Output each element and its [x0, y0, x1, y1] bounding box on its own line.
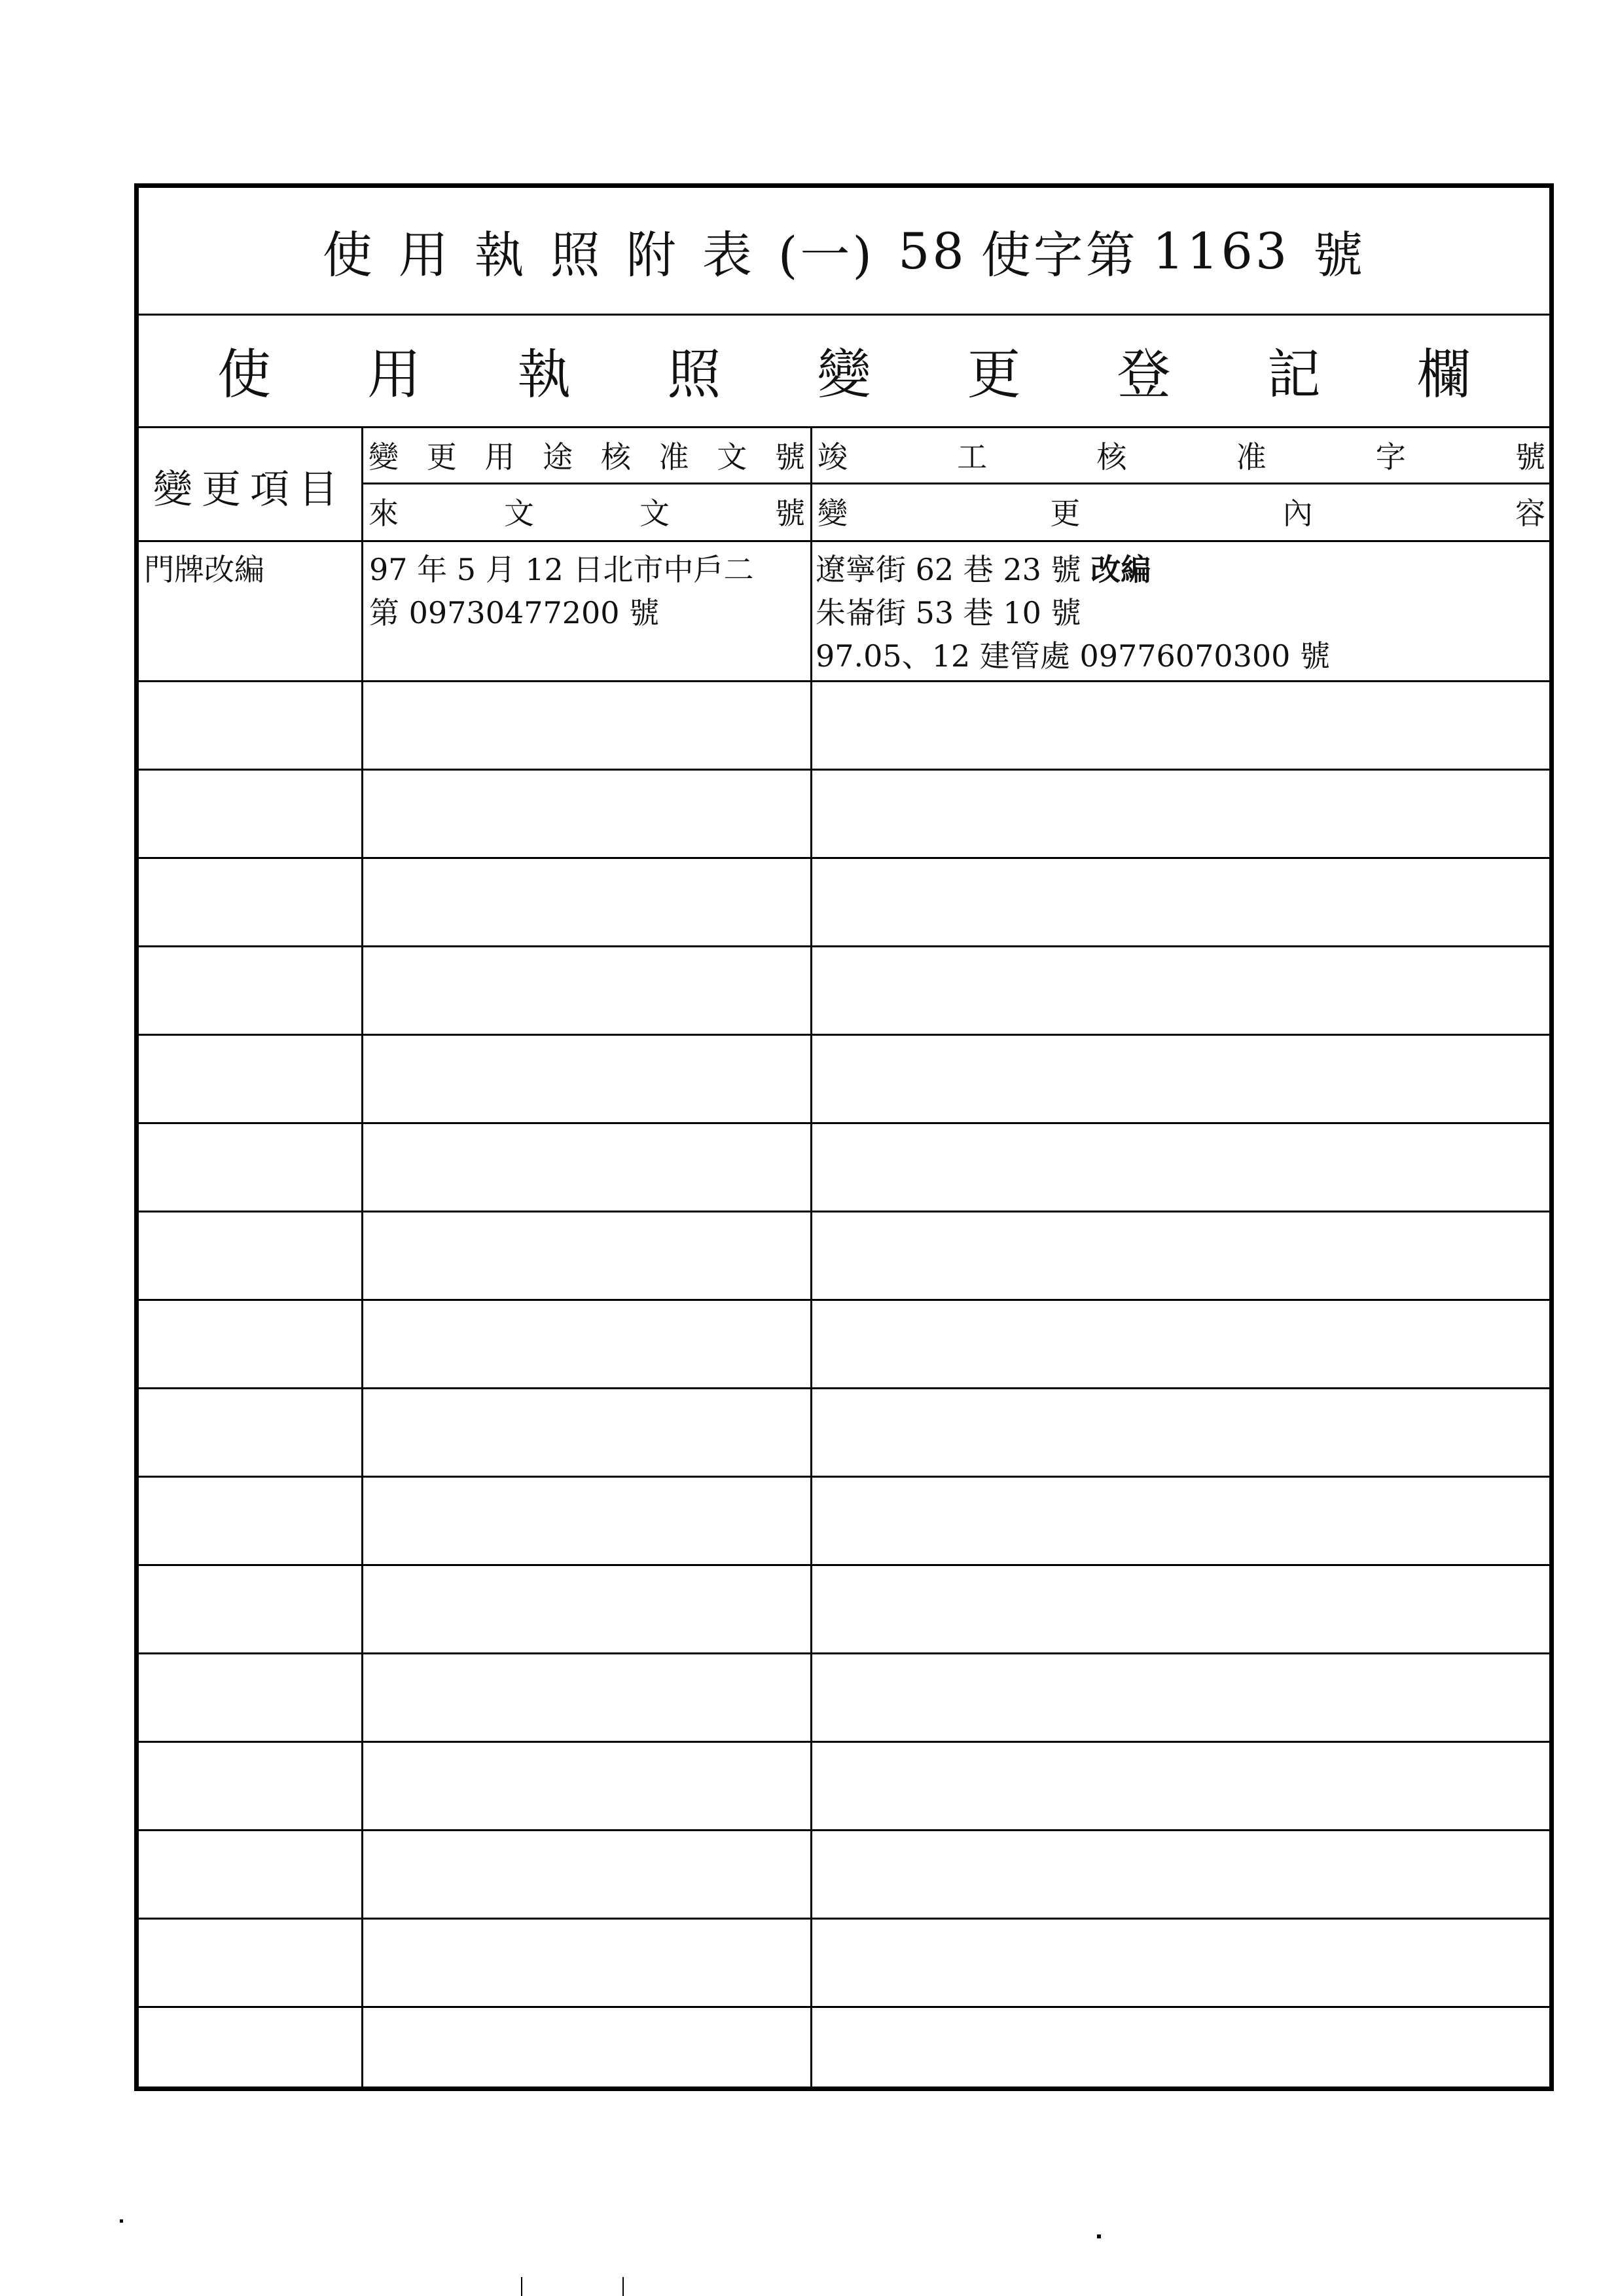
title-char: 58: [898, 221, 967, 280]
header-char: 文: [639, 496, 670, 531]
row-divider: [139, 2006, 1549, 2008]
title-char: 用: [398, 225, 451, 284]
header-char: 核: [600, 439, 631, 475]
header-char: 變: [369, 439, 399, 475]
row-divider: [139, 1829, 1549, 1831]
header-char: 容: [1515, 496, 1545, 531]
row-divider: [139, 680, 1549, 682]
item-header: 變更項目: [153, 467, 347, 513]
subtitle-char: 登: [1117, 343, 1171, 406]
license-change-form: [134, 183, 1554, 2091]
content-text: 遼寧街 62 巷 23 號: [816, 552, 1081, 587]
row-divider: [139, 769, 1549, 771]
subtitle-char: 欄: [1416, 343, 1471, 406]
scan-speck: [120, 2219, 123, 2223]
column-divider: [810, 426, 812, 2086]
scan-speck: [1097, 2234, 1101, 2238]
divider: [139, 426, 1549, 428]
subtitle-char: 用: [367, 343, 422, 406]
divider: [139, 540, 1549, 542]
col2-header-bottom: [812, 485, 1551, 538]
scan-mark: [622, 2277, 624, 2296]
header-char: 竣: [818, 439, 848, 475]
header-char: 號: [774, 439, 805, 475]
header-char: 更: [1050, 496, 1081, 531]
form-subtitle: [217, 314, 1471, 426]
title-char: 附: [626, 225, 679, 284]
title-char: 1163: [1152, 221, 1290, 280]
row-item: 門牌改編: [144, 552, 264, 587]
header-char: 內: [1282, 496, 1313, 531]
title-char: 使: [322, 225, 375, 284]
header-char: 准: [658, 439, 689, 475]
row-divider: [139, 1034, 1549, 1036]
header-char: 字: [1375, 439, 1406, 475]
header-char: 用: [484, 439, 515, 475]
subtitle-char: 照: [667, 343, 721, 406]
header-char: 准: [1236, 439, 1267, 475]
col1-header-bottom: [363, 485, 810, 538]
row-divider: [139, 1387, 1549, 1389]
header-char: 號: [775, 496, 805, 531]
header-char: 核: [1096, 439, 1127, 475]
row-divider: [139, 945, 1549, 947]
row-doc-line2: 第 09730477200 號: [369, 595, 660, 630]
header-char: 更: [426, 439, 457, 475]
subtitle-char: 更: [967, 343, 1021, 406]
form-title: [139, 188, 1549, 314]
title-char: 執: [474, 225, 527, 284]
row-divider: [139, 1741, 1549, 1743]
title-char: (一): [778, 225, 875, 284]
title-char: 照: [550, 225, 603, 284]
column-divider: [361, 426, 363, 2086]
header-char: 變: [818, 496, 848, 531]
col1-header-top: [363, 429, 810, 481]
row-divider: [139, 1652, 1549, 1654]
title-char: 使字第: [980, 225, 1138, 284]
header-char: 文: [717, 439, 747, 475]
row-divider: [139, 1122, 1549, 1124]
row-divider: [139, 1299, 1549, 1301]
scan-mark: [521, 2277, 522, 2296]
header-char: 途: [543, 439, 573, 475]
title-char: 表: [702, 225, 755, 284]
row-content-line2: 朱崙街 53 巷 10 號: [816, 595, 1081, 630]
subtitle-char: 記: [1267, 343, 1321, 406]
row-divider: [139, 1564, 1549, 1566]
header-char: 工: [957, 439, 988, 475]
subtitle-char: 執: [517, 343, 571, 406]
row-content-line1: [816, 548, 1151, 591]
row-divider: [139, 1476, 1549, 1478]
row-divider: [139, 1918, 1549, 1920]
content-text-bold: 改編: [1090, 552, 1151, 587]
subtitle-char: 變: [817, 343, 871, 406]
header-char: 號: [1515, 439, 1545, 475]
header-char: 文: [504, 496, 534, 531]
header-char: 來: [369, 496, 399, 531]
subtitle-char: 使: [217, 343, 272, 406]
row-doc-line1: 97 年 5 月 12 日北市中戶二: [369, 552, 754, 587]
col2-header-top: [812, 429, 1551, 481]
row-content-line3: 97.05、12 建管處 09776070300 號: [816, 638, 1331, 674]
row-divider: [139, 1211, 1549, 1212]
divider: [363, 483, 1549, 484]
title-char: 號: [1313, 225, 1366, 284]
row-divider: [139, 857, 1549, 859]
